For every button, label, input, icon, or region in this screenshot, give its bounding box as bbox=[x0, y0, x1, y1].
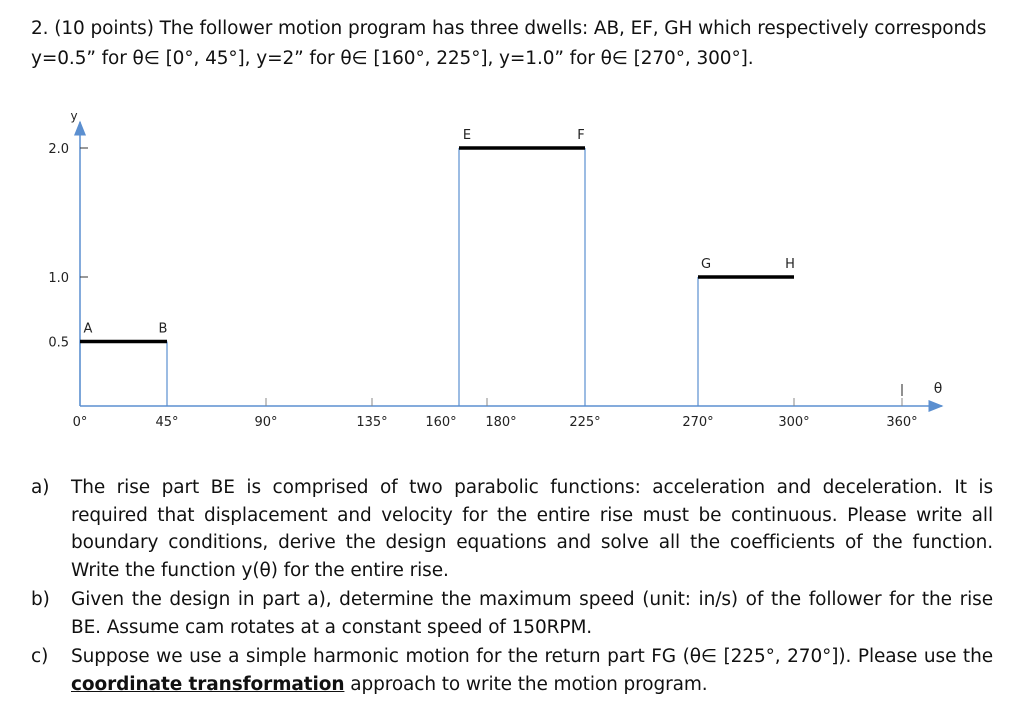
part-a-label: a) bbox=[31, 477, 50, 498]
y-tick-label: 2.0 bbox=[48, 142, 69, 157]
part-c-text bbox=[71, 643, 993, 698]
x-tick-label: 300° bbox=[778, 415, 810, 430]
part-a bbox=[31, 474, 993, 584]
x-tick-label: 180° bbox=[485, 415, 517, 430]
question-parts bbox=[31, 474, 993, 700]
problem-statement bbox=[31, 14, 996, 74]
x-tick-label: 45° bbox=[155, 415, 179, 430]
point-label-a: A bbox=[83, 321, 93, 337]
x-tick-label: 135° bbox=[356, 415, 388, 430]
x-tick-label: 0° bbox=[72, 415, 88, 430]
x-tick-label: 270° bbox=[682, 415, 714, 430]
problem-line-1: 2. (10 points) The follower motion program has three dwells: AB, EF, GH which respectively corresponds bbox=[31, 18, 987, 39]
point-label-b: B bbox=[158, 321, 168, 337]
x-tick-label: 225° bbox=[569, 415, 601, 430]
part-c-text-after: approach to write the motion program. bbox=[344, 673, 708, 695]
x-tick-label: 90° bbox=[254, 415, 278, 430]
point-label-g: G bbox=[700, 257, 712, 272]
x-tick-label: 360° bbox=[886, 415, 918, 430]
part-b-text: Given the design in part a), determine the maximum speed (unit: in/s) of the follower for the rise BE. Assume cam rotates at a constant speed of 150RPM. bbox=[71, 589, 993, 638]
y-tick-label: 0.5 bbox=[48, 335, 69, 351]
part-c-label: c) bbox=[31, 646, 49, 667]
displacement-chart-svg bbox=[20, 108, 960, 438]
part-a-text: The rise part BE is comprised of two parabolic functions: acceleration and deceleration. It is required that displacement and velocity for the entire rise must be continuous. Please write all boundary conditions, derive the design equations and solve all the coefficients of the function. Write the function y(θ) for the entire rise. bbox=[71, 477, 993, 581]
point-label-e: E bbox=[462, 128, 472, 143]
point-label-h: H bbox=[785, 257, 795, 272]
y-tick-label: 1.0 bbox=[48, 271, 69, 286]
y-axis-label: y bbox=[70, 109, 78, 123]
part-c bbox=[31, 643, 993, 698]
part-c-text-before: Suppose we use a simple harmonic motion for the return part FG (θ∈ [225°, 270°]). Please use the bbox=[71, 646, 993, 667]
problem-line-2: y=0.5” for θ∈ [0°, 45°], y=2” for θ∈ [160°, 225°], y=1.0” for θ∈ [270°, 300°]. bbox=[31, 48, 754, 69]
x-axis-label: θ bbox=[933, 381, 943, 397]
part-c-underlined: coordinate transformation bbox=[71, 673, 345, 695]
displacement-diagram bbox=[20, 108, 960, 438]
point-label-f: F bbox=[577, 128, 585, 143]
part-b bbox=[31, 586, 993, 641]
x-tick-label: 160° bbox=[425, 415, 457, 430]
part-b-label: b) bbox=[31, 589, 50, 610]
